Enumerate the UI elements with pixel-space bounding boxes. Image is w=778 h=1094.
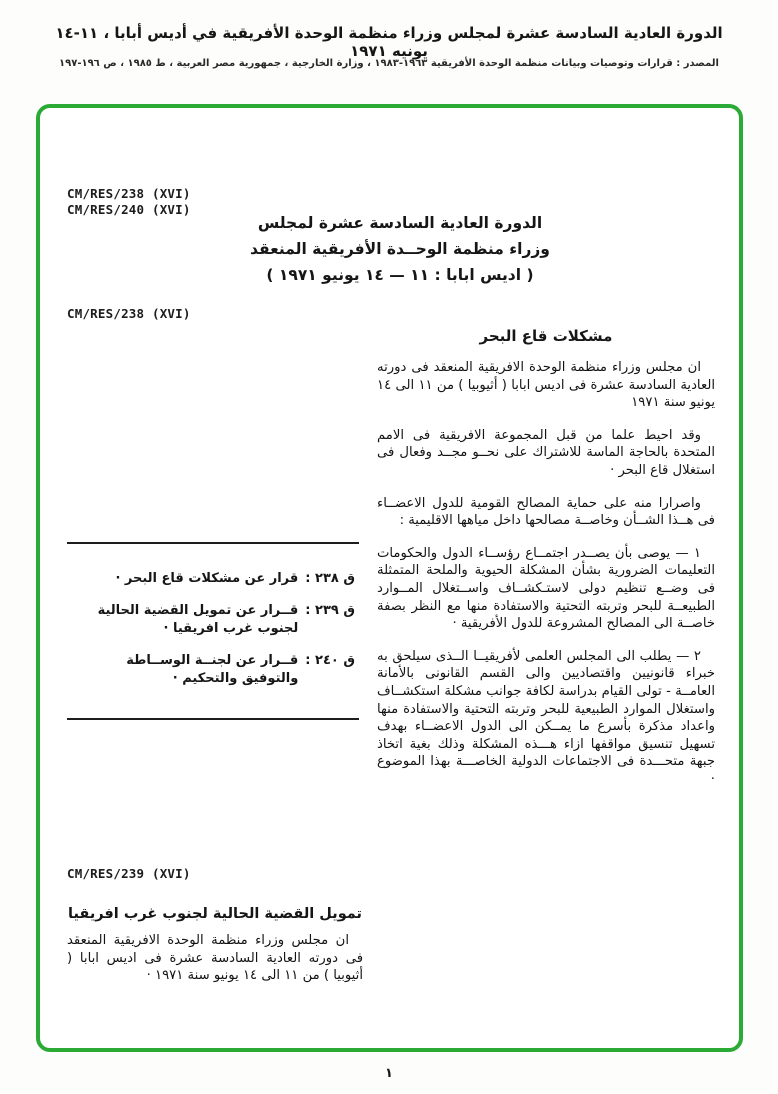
page-number: ١ — [385, 1066, 393, 1081]
session-heading-line: ( اديس ابابا : ١١ — ١٤ يونيو ١٩٧١ ) — [266, 266, 534, 284]
resolution-number: ق ٢٣٨ : — [305, 571, 355, 586]
session-heading-line: الدورة العادية السادسة عشرة لمجلس — [257, 214, 543, 232]
summary-rule-bottom — [67, 718, 359, 720]
session-heading — [245, 210, 555, 288]
resolution-summary-text: قــرار عن لجنــة الوســاطة والتوفيق والتحكيم · — [126, 652, 299, 686]
summary-item — [71, 570, 355, 589]
res238-paragraph: وقد احيط علما من قبل المجموعة الافريقية فى الامم المتحدة بالحاجة الماسة للاشتراك على نحــو مجــد وفعال فى استغلال قاع البحر · — [377, 427, 715, 478]
res239-paragraph: ان مجلس وزراء منظمة الوحدة الافريقية المنعقد فى دورته العادية السادسة عشرة فى اديس ابابا ( أثيوبيا ) من ١١ الى ١٤ يونيو سنة ١٩٧١ · — [67, 933, 363, 984]
session-heading-line: وزراء منظمة الوحــدة الأفريقية المنعقد — [250, 240, 550, 258]
resolution-summary-text: قــرار عن تمويل القضية الحالية لجنوب غرب افريقيا · — [97, 602, 299, 636]
document-frame — [36, 104, 743, 1052]
res238-title: مشكلات قاع البحر — [479, 327, 613, 345]
page-header-title: الدورة العادية السادسة عشرة لمجلس وزراء منظمة الوحدة الأفريقية في أديس أبابا ، ١١-١٤ يونيه ١٩٧١ — [55, 24, 723, 60]
res239-section — [67, 866, 363, 1000]
summary-list — [67, 544, 359, 704]
summary-item — [71, 652, 355, 689]
resolution-number: ق ٢٤٠ : — [305, 652, 355, 668]
summary-item — [71, 602, 355, 639]
resolution-number: ق ٢٣٩ : — [305, 602, 355, 618]
reference-cm-res-240: CM/RES/240 (XVI) — [67, 202, 191, 217]
page-header-source: المصدر : قرارات وتوصيات وبيانات منظمة الوحدة الأفريقية ١٩٦٣-١٩٨٣ ، وزارة الخارجية ، جمهورية مصر العربية ، ط ١٩٨٥ ، ص ١٩٦-١٩٧ — [59, 58, 719, 69]
res238-reference: CM/RES/238 (XVI) — [67, 306, 191, 321]
res238-paragraph: ١ — يوصى بأن يصــدر اجتمــاع رؤســاء الدول والحكومات التعليمات الضرورية بشأن المشكلة الحيوية والملحة المتمثلة فى وضــع تنظيم دولى لاستـكشــاف واســتغلال المــوارد الطبيعــة للبحر وتربته التحتية والاستفادة منها مع النظر بصفة خاصــة الى المصالح المشروعة للدول الأفريقية · — [377, 545, 715, 632]
reference-cm-res-238: CM/RES/238 (XVI) — [67, 186, 191, 201]
res238-paragraph: واصرارا منه على حماية المصالح القومية للدول الاعضــاء فى هــذا الشــأن وخاصــة مصالحها داخل مياهها الاقليمية : — [377, 495, 715, 529]
res238-paragraph: ٢ — يطلب الى المجلس العلمى لأفريقيــا الــذى سيلحق به خبراء قانونيين واقتصاديين والى القسم القانونى بالأمانة العامــة - تولى القيام بدراسة لكافة جوانب مشكلة استكشــاف واستغلال الموارد الطبيعية للبحر وتربته التحتية والاستفادة منها واعداد مذكرة بأسرع ما يمــكن الى الدول الاعضــاء بهدف تسهيل تنسيق مواقفها ازاء هـــذه المشكلة وذلك بغية اتخاذ جبهة متحـــدة فى الاجتماعات الدولية الخاصـــة بهذا الموضوع · — [377, 648, 715, 787]
resolutions-summary — [67, 542, 359, 720]
res239-reference: CM/RES/239 (XVI) — [67, 866, 191, 881]
resolution-summary-text: قرار عن مشكلات قاع البحر · — [115, 571, 299, 586]
main-text-column — [377, 327, 715, 803]
top-reference-block — [67, 186, 191, 218]
res238-paragraph: ان مجلس وزراء منظمة الوحدة الافريقية المنعقد فى دورته العادية السادسة عشرة فى اديس ابابا ( أثيوبيا ) من ١١ الى ١٤ يونيو سنة ١٩٧١ — [377, 360, 715, 411]
res239-title: تمويل القضية الحالية لجنوب غرب افريقيا — [68, 906, 362, 922]
